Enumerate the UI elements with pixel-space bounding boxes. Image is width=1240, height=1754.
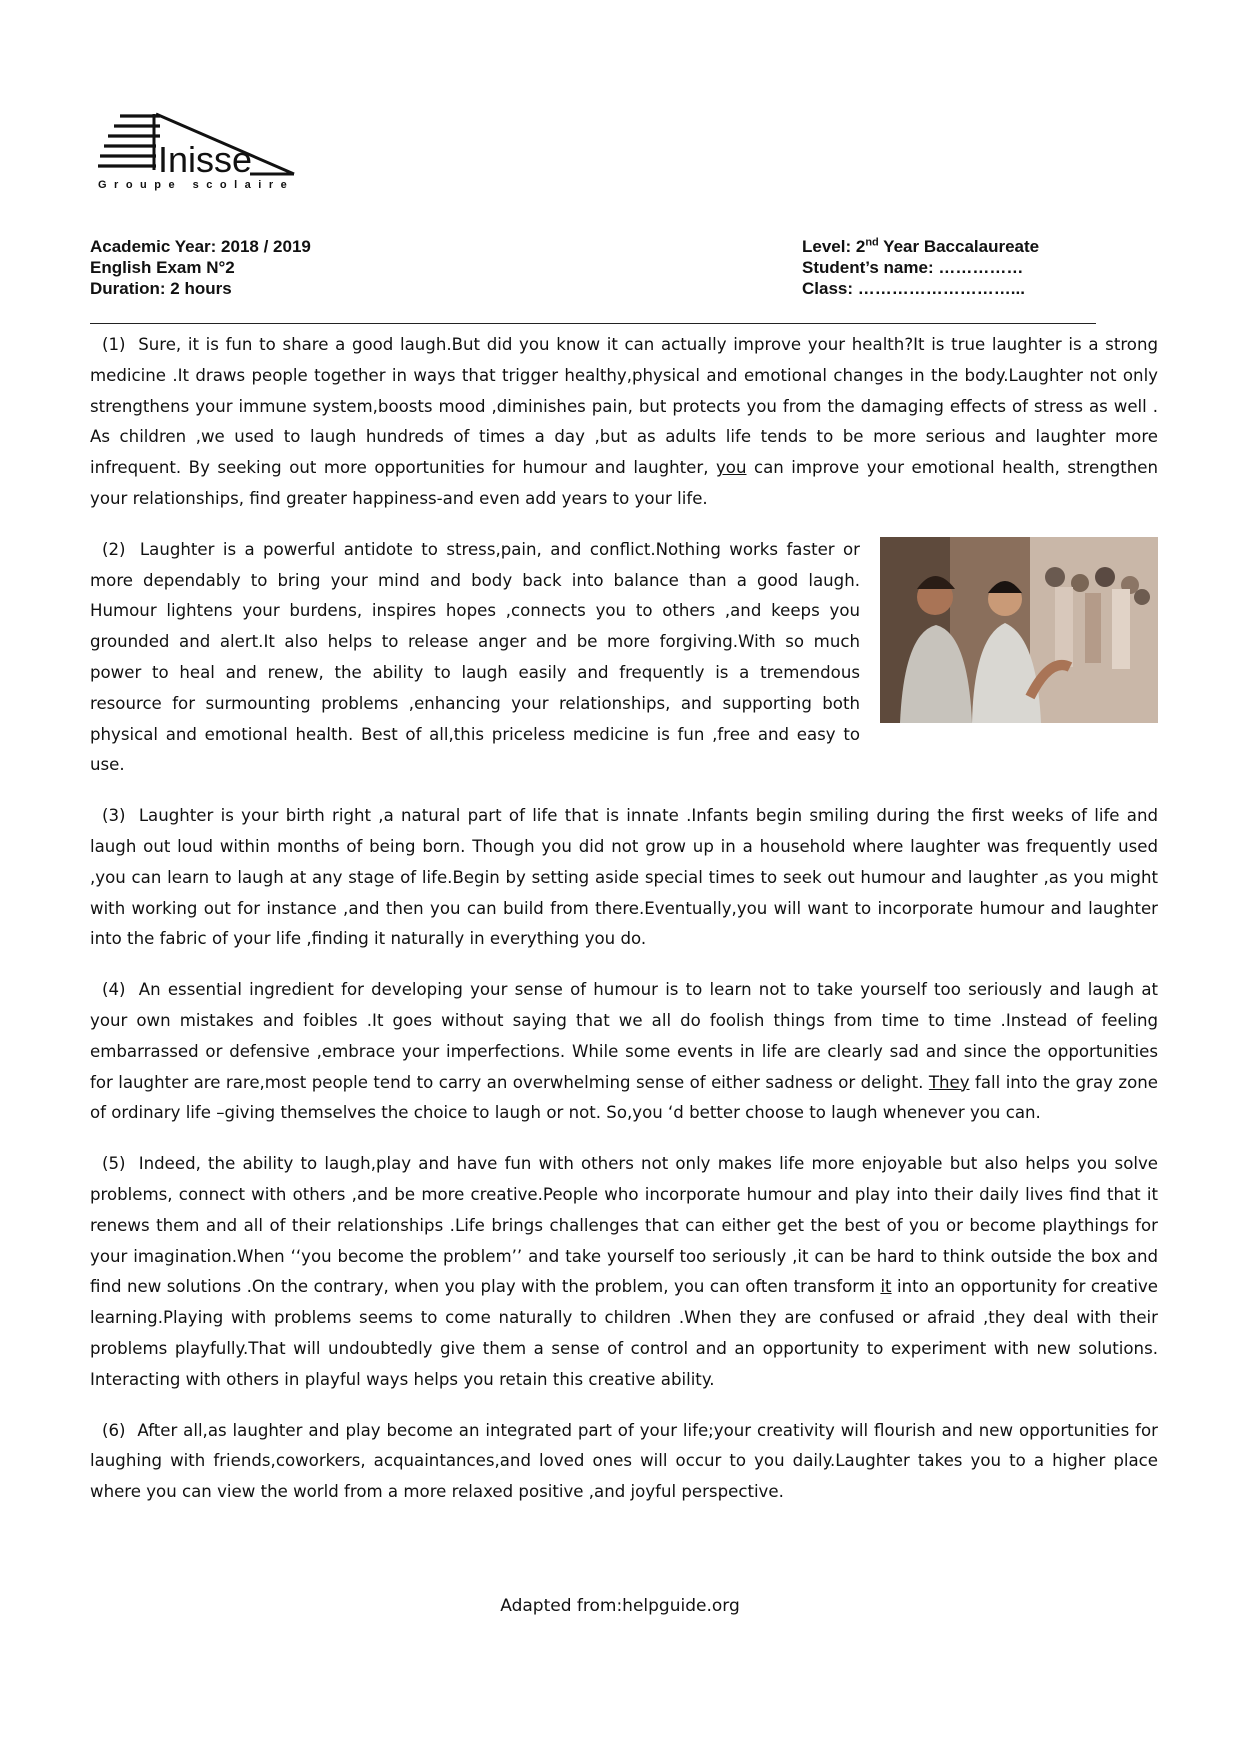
paragraph-text: Laughter is your birth right ,a natural part of life that is innate .Infants begin smiling during the first weeks of life and laugh out loud within months of being born. Though you did not grow up in a household where laughter was frequently used ,you can learn to laugh at any stage of life.Begin by setting aside special times to seek out humour and laughter ,as you might with working out for instance ,and then you can build from there.Eventually,you will want to incorporate humour and laughter into the fabric of your life ,finding it naturally in everything you do.	[90, 806, 1159, 949]
reading-passage	[90, 330, 1158, 1528]
underlined-word: They	[928, 1072, 970, 1092]
paragraph-text-cont: fall into the gray zone of ordinary life –giving themselves the choice to laugh or not. So,you ‘d better choose to laugh whenever you can.	[90, 1072, 1158, 1123]
header-right	[802, 236, 1039, 299]
source-credit: Adapted from:helpguide.org	[500, 1596, 740, 1616]
level-suffix: Year Baccalaureate	[878, 237, 1040, 256]
school-logo	[98, 110, 328, 210]
header-divider	[90, 323, 1096, 324]
paragraph-1	[90, 330, 1158, 515]
laughing-people-photo	[880, 537, 1158, 723]
exam-title: English Exam N°2	[90, 258, 235, 277]
level	[802, 236, 1039, 257]
paragraph-4	[90, 975, 1158, 1129]
paragraph-number: (6)	[102, 1420, 126, 1440]
paragraph-text: Indeed, the ability to laugh,play and have fun with others not only makes life more enjoyable but also helps you solve problems, connect with others ,and be more creative.People who incorporate humour and play into their daily lives find that it renews them and all of their relationships .Life brings challenges that can either get the best of you or become playthings for your imagination.When ‘‘you become the problem’’ and take yourself too seriously ,it can be hard to think outside the box and find new solutions .On the contrary, when you play with the problem, you can often transform	[90, 1154, 1158, 1297]
paragraph-text: Laughter is a powerful antidote to stress,pain, and conflict.Nothing works faster or more dependably to bring your mind and body back into balance than a good laugh. Humour lightens your burdens, inspires hopes ,connects you to others ,and keeps you grounded and alert.It also helps to release anger and be more forgiving.With so much power to heal and renew, the ability to laugh easily and frequently is a tremendous resource for surmounting problems ,enhancing your relationships, and supporting both physical and emotional health. Best of all,this priceless medicine is fun ,free and easy to use.	[90, 539, 861, 775]
logo-name: Inisse	[158, 139, 253, 180]
paragraph-3	[90, 801, 1158, 955]
paragraph-number: (1)	[102, 335, 126, 354]
paragraph-5	[90, 1149, 1158, 1395]
paragraph-text-cont: can improve your emotional health, strengthen your relationships, find greater happiness-and even add years to your life.	[90, 458, 1158, 508]
student-name-field: Student’s name: ……………	[802, 258, 1024, 277]
underlined-word: you	[715, 458, 747, 478]
paragraph-text: After all,as laughter and play become an integrated part of your life;your creativity will flourish and new opportunities for laughing with friends,coworkers, acquaintances,and loved ones will occur to you daily.Laughter takes you to a higher place where you can view the world from a more relaxed positive ,and joyful perspective.	[90, 1420, 1158, 1502]
paragraph-6	[90, 1416, 1158, 1508]
paragraph-number: (4)	[102, 980, 126, 1000]
academic-year: Academic Year: 2018 / 2019	[90, 237, 311, 256]
paragraph-number: (2)	[102, 539, 126, 559]
header-left	[90, 236, 311, 299]
level-prefix: Level: 2	[802, 237, 866, 256]
paragraph-text: An essential ingredient for developing your sense of humour is to learn not to take yourself too seriously and laugh at your own mistakes and foibles .It goes without saying that we all do foolish things from time to time .Instead of feeling embarrassed or defensive ,embrace your imperfections. While some events in life are clearly sad and since the opportunities for laughter are rare,most people tend to carry an overwhelming sense of either sadness or delight.	[90, 980, 1158, 1092]
class-field: Class: ………………………...	[802, 279, 1025, 298]
paragraph-2	[90, 535, 1158, 781]
exam-duration: Duration: 2 hours	[90, 279, 232, 298]
paragraph-number: (3)	[102, 806, 126, 826]
logo-subtitle: Groupe scolaire	[98, 179, 295, 191]
paragraph-number: (5)	[102, 1154, 126, 1174]
paragraph-text-cont: into an opportunity for creative learning.Playing with problems seems to come naturally to children .When they are confused or afraid ,they deal with their problems playfully.That will undoubtedly give them a sense of control and an opportunity to experiment with new solutions. Interacting with others in playful ways helps you retain this creative ability.	[90, 1277, 1158, 1389]
paragraph-text: Sure, it is fun to share a good laugh.But did you know it can actually improve your health?It is true laughter is a strong medicine .It draws people together in ways that trigger healthy,physical and emotional changes in the body.Laughter not only strengthens your immune system,boosts mood ,diminishes pain, but protects you from the damaging effects of stress as well . As children ,we used to laugh hundreds of times a day ,but as adults life tends to be more serious and laughter more infrequent. By seeking out more opportunities for humour and laughter,	[90, 335, 1158, 478]
underlined-word: it	[880, 1277, 892, 1297]
level-sup: nd	[865, 236, 879, 249]
